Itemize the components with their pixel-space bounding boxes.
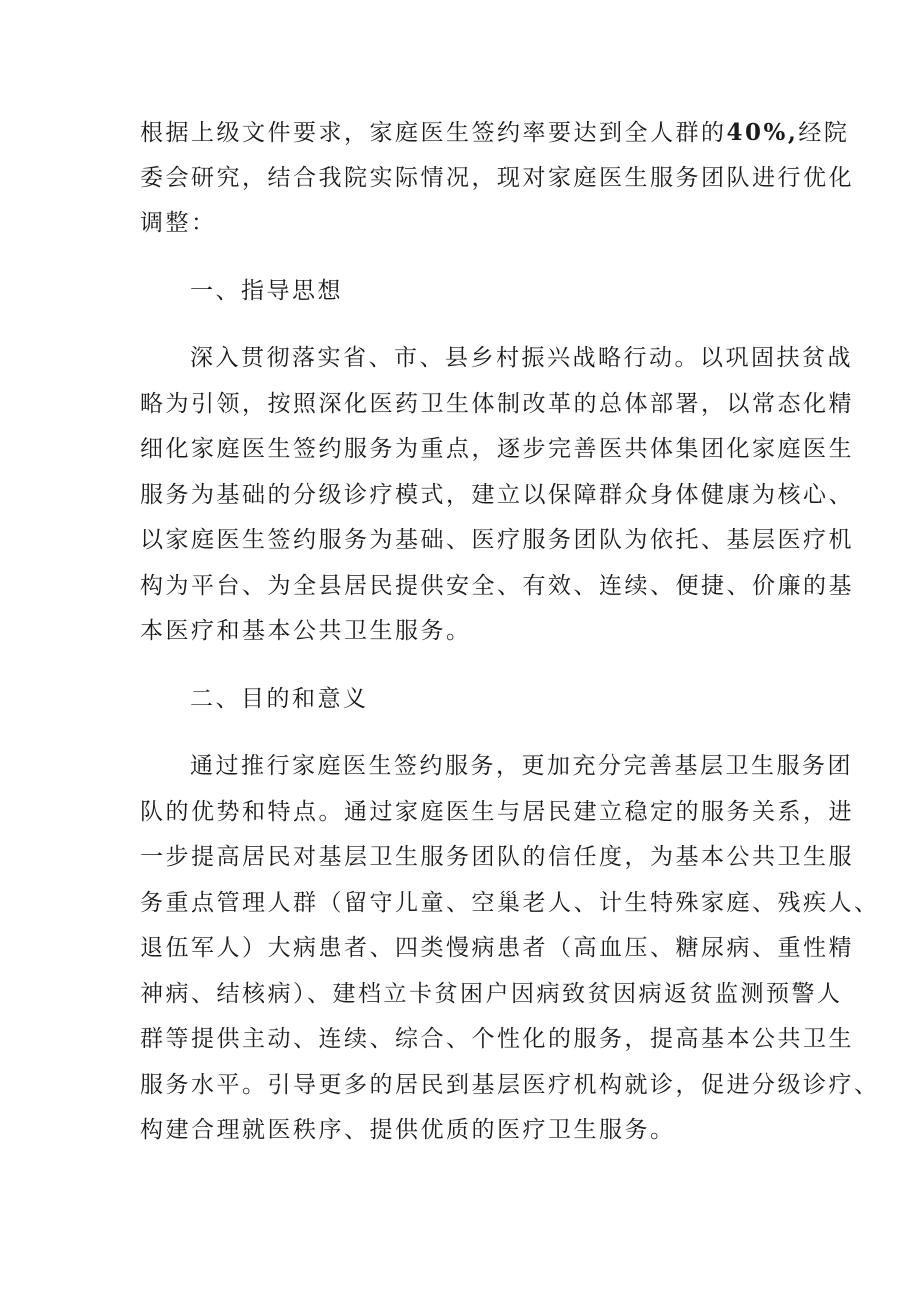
intro-percent: 40%, (726, 119, 799, 146)
section2-line: 一步提高居民对基层卫生服务团队的信任度，为基本公共卫生服 (140, 844, 854, 870)
section1-line: 服务为基础的分级诊疗模式，建立以保障群众身体健康为核心、 (140, 481, 854, 508)
section-heading-purpose: 二、目的和意义 (190, 685, 369, 712)
intro-text-a: 根据上级文件要求，家庭医生签约率要达到全人群的 (140, 120, 727, 146)
document-body (140, 110, 880, 1154)
section1-line: 深入贯彻落实省、市、县乡村振兴战略行动。以巩固扶贫战 (190, 345, 853, 371)
section2-line: 退伍军人）大病患者、四类慢病患者（高血压、糖尿病、重性精 (140, 935, 854, 961)
section1-line: 以家庭医生签约服务为基础、医疗服务团队为依托、基层医疗机 (140, 527, 854, 553)
section-heading-guiding-ideology: 一、指导思想 (190, 277, 343, 304)
section1-line: 本医疗和基本公共卫生服务。 (140, 618, 472, 644)
section2-line: 神病、结核病）、建档立卡贫困户因病致贫因病返贫监测预警人 (140, 980, 843, 1007)
section1-line: 构为平台、为全县居民提供安全、有效、连续、便捷、价廉的基 (140, 572, 854, 599)
section2-line: 构建合理就医秩序、提供优质的医疗卫生服务。 (140, 1117, 676, 1143)
intro-line-2: 委会研究，结合我院实际情况，现对家庭医生服务团队进行优化 (140, 164, 854, 191)
section2-line: 通过推行家庭医生签约服务，更加充分完善基层卫生服务团 (190, 753, 853, 779)
section1-line: 细化家庭医生签约服务为重点，逐步完善医共体集团化家庭医生 (140, 436, 854, 462)
intro-text-b: 经院 (798, 120, 850, 146)
intro-line-1 (140, 110, 850, 156)
section2-line: 服务水平。引导更多的居民到基层医疗机构就诊，促进分级诊疗、 (140, 1071, 880, 1098)
section2-line: 务重点管理人群（留守儿童、空巢老人、计生特殊家庭、残疾人、 (140, 889, 880, 916)
intro-line-3: 调整： (140, 210, 217, 236)
section1-line: 略为引领，按照深化医药卫生体制改革的总体部署，以常态化精 (140, 390, 854, 417)
section2-line: 队的优势和特点。通过家庭医生与居民建立稳定的服务关系，进 (140, 798, 854, 825)
section2-line: 群等提供主动、连续、综合、个性化的服务，提高基本公共卫生 (140, 1026, 854, 1052)
